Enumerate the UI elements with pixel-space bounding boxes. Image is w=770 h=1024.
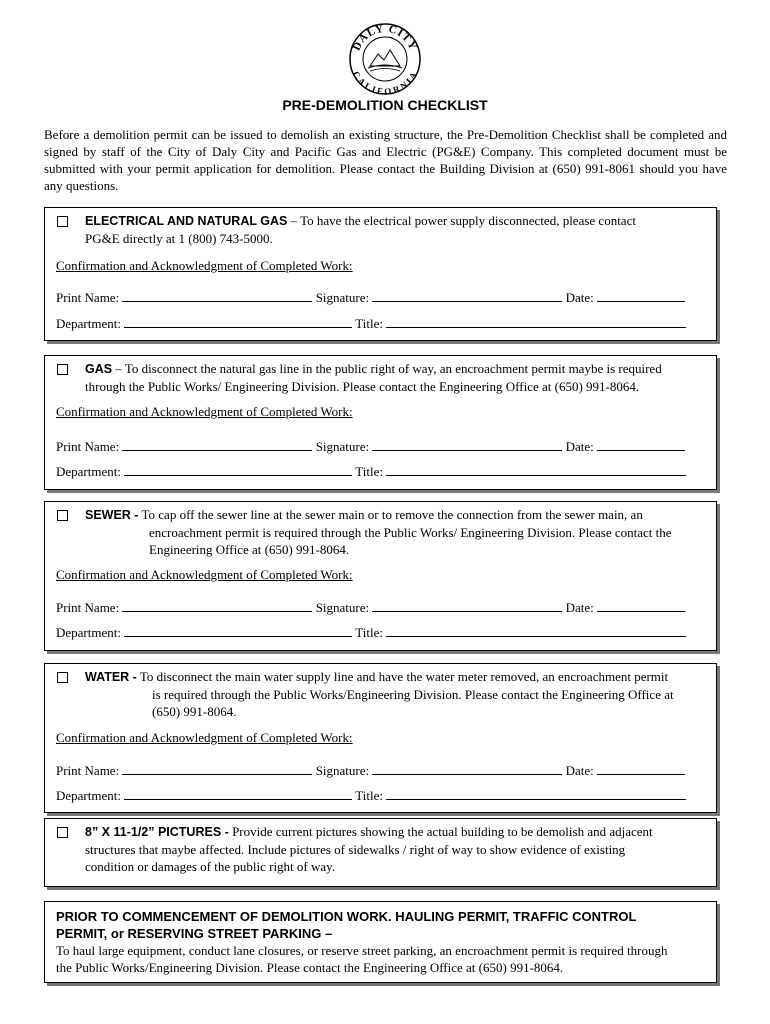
gas-checkbox[interactable] xyxy=(57,364,68,375)
title-field[interactable] xyxy=(386,464,686,476)
department-field[interactable] xyxy=(124,316,352,328)
section-text: is required through the Public Works/Engineering Division. Please contact the Engineering Office at xyxy=(152,687,674,702)
seal-top-text: DALY CITY xyxy=(350,22,420,53)
section-text: PG&E directly at 1 (800) 743-5000. xyxy=(85,231,273,246)
section-gas xyxy=(44,355,717,490)
page-title: PRE-DEMOLITION CHECKLIST xyxy=(282,97,488,113)
print-name-field[interactable] xyxy=(122,763,312,775)
confirmation-label: Confirmation and Acknowledgment of Completed Work: xyxy=(56,567,353,582)
section-water xyxy=(44,663,717,813)
signature-field[interactable] xyxy=(372,290,562,302)
section-text: structures that maybe affected. Include pictures of sidewalks / right of way to show evidence of existing xyxy=(85,842,626,857)
signature-field[interactable] xyxy=(372,439,562,451)
department-field[interactable] xyxy=(124,464,352,476)
date-field[interactable] xyxy=(597,763,685,775)
section-heading: GAS xyxy=(85,362,113,376)
svg-text:CALIFORNIA xyxy=(351,69,420,96)
sewer-checkbox[interactable] xyxy=(57,510,68,521)
print-name-field[interactable] xyxy=(122,439,312,451)
print-name-row: Print Name: Signature: Date: xyxy=(56,600,685,616)
title-field[interactable] xyxy=(386,625,686,637)
water-checkbox[interactable] xyxy=(57,672,68,683)
date-field[interactable] xyxy=(597,600,685,612)
date-field[interactable] xyxy=(597,439,685,451)
title-field[interactable] xyxy=(386,788,686,800)
section-text: encroachment permit is required through the Public Works/ Engineering Division. Please contact the xyxy=(149,525,672,540)
section-text: – To disconnect the natural gas line in the public right of way, an encroachment permit maybe is required xyxy=(112,361,662,376)
final-text-line1: To haul large equipment, conduct lane closures, or reserve street parking, an encroachment permit is required through xyxy=(56,943,668,958)
date-field[interactable] xyxy=(597,290,685,302)
confirmation-label: Confirmation and Acknowledgment of Completed Work: xyxy=(56,730,353,745)
section-sewer xyxy=(44,501,717,651)
final-heading-line1: PRIOR TO COMMENCEMENT OF DEMOLITION WORK. HAULING PERMIT, TRAFFIC CONTROL xyxy=(56,909,637,924)
print-name-row: Print Name: Signature: Date: xyxy=(56,290,685,306)
section-text: condition or damages of the public right of way. xyxy=(85,859,336,874)
final-heading-line2: PERMIT, or RESERVING STREET PARKING – xyxy=(56,926,333,941)
title-field[interactable] xyxy=(386,316,686,328)
signature-field[interactable] xyxy=(372,763,562,775)
department-row: Department: Title: xyxy=(56,316,686,332)
section-heading: WATER - xyxy=(85,670,137,684)
section-text: Engineering Office at (650) 991-8064. xyxy=(149,542,350,557)
intro-paragraph: Before a demolition permit can be issued to demolish an existing structure, the Pre-Demolition Checklist shall be completed and signed by staff of the City of Daly City and Pacific Gas and Electric (PG&E) Company. This completed document must be submitted with your permit application for demolition. Please contact the Building Division at (650) 991-8061 should you have any questions. xyxy=(44,127,727,193)
final-text-line2: the Public Works/Engineering Division. Please contact the Engineering Office at (650) 991-8064. xyxy=(56,960,564,975)
section-text: Provide current pictures showing the actual building to be demolish and adjacent xyxy=(228,824,653,839)
section-text: To disconnect the main water supply line and have the water meter removed, an encroachment permit xyxy=(136,669,669,684)
department-row: Department: Title: xyxy=(56,625,686,641)
print-name-field[interactable] xyxy=(122,290,312,302)
electrical-checkbox[interactable] xyxy=(57,216,68,227)
department-row: Department: Title: xyxy=(56,788,686,804)
section-electrical xyxy=(44,207,717,341)
section-text: through the Public Works/ Engineering Division. Please contact the Engineering Office at (650) 991-8064. xyxy=(85,379,640,394)
confirmation-label: Confirmation and Acknowledgment of Completed Work: xyxy=(56,258,353,273)
section-text: To cap off the sewer line at the sewer main or to remove the connection from the sewer main, an xyxy=(138,507,643,522)
daly-city-seal xyxy=(348,22,422,96)
department-field[interactable] xyxy=(124,625,352,637)
confirmation-label: Confirmation and Acknowledgment of Completed Work: xyxy=(56,404,353,419)
section-prior-to-demolition xyxy=(44,901,717,983)
section-heading: 8” X 11-1/2” PICTURES - xyxy=(85,825,229,839)
signature-field[interactable] xyxy=(372,600,562,612)
section-heading: ELECTRICAL AND NATURAL GAS xyxy=(85,214,288,228)
department-row: Department: Title: xyxy=(56,464,686,480)
print-name-field[interactable] xyxy=(122,600,312,612)
print-name-row: Print Name: Signature: Date: xyxy=(56,763,685,779)
svg-text:DALY CITY xyxy=(351,23,420,53)
print-name-row: Print Name: Signature: Date: xyxy=(56,439,685,455)
department-field[interactable] xyxy=(124,788,352,800)
section-pictures xyxy=(44,818,717,887)
pictures-checkbox[interactable] xyxy=(57,827,68,838)
section-heading: SEWER - xyxy=(85,508,139,522)
section-text: (650) 991-8064. xyxy=(152,704,237,719)
section-text: – To have the electrical power supply disconnected, please contact xyxy=(287,213,636,228)
seal-bottom-text: CALIFORNIA xyxy=(350,69,420,96)
